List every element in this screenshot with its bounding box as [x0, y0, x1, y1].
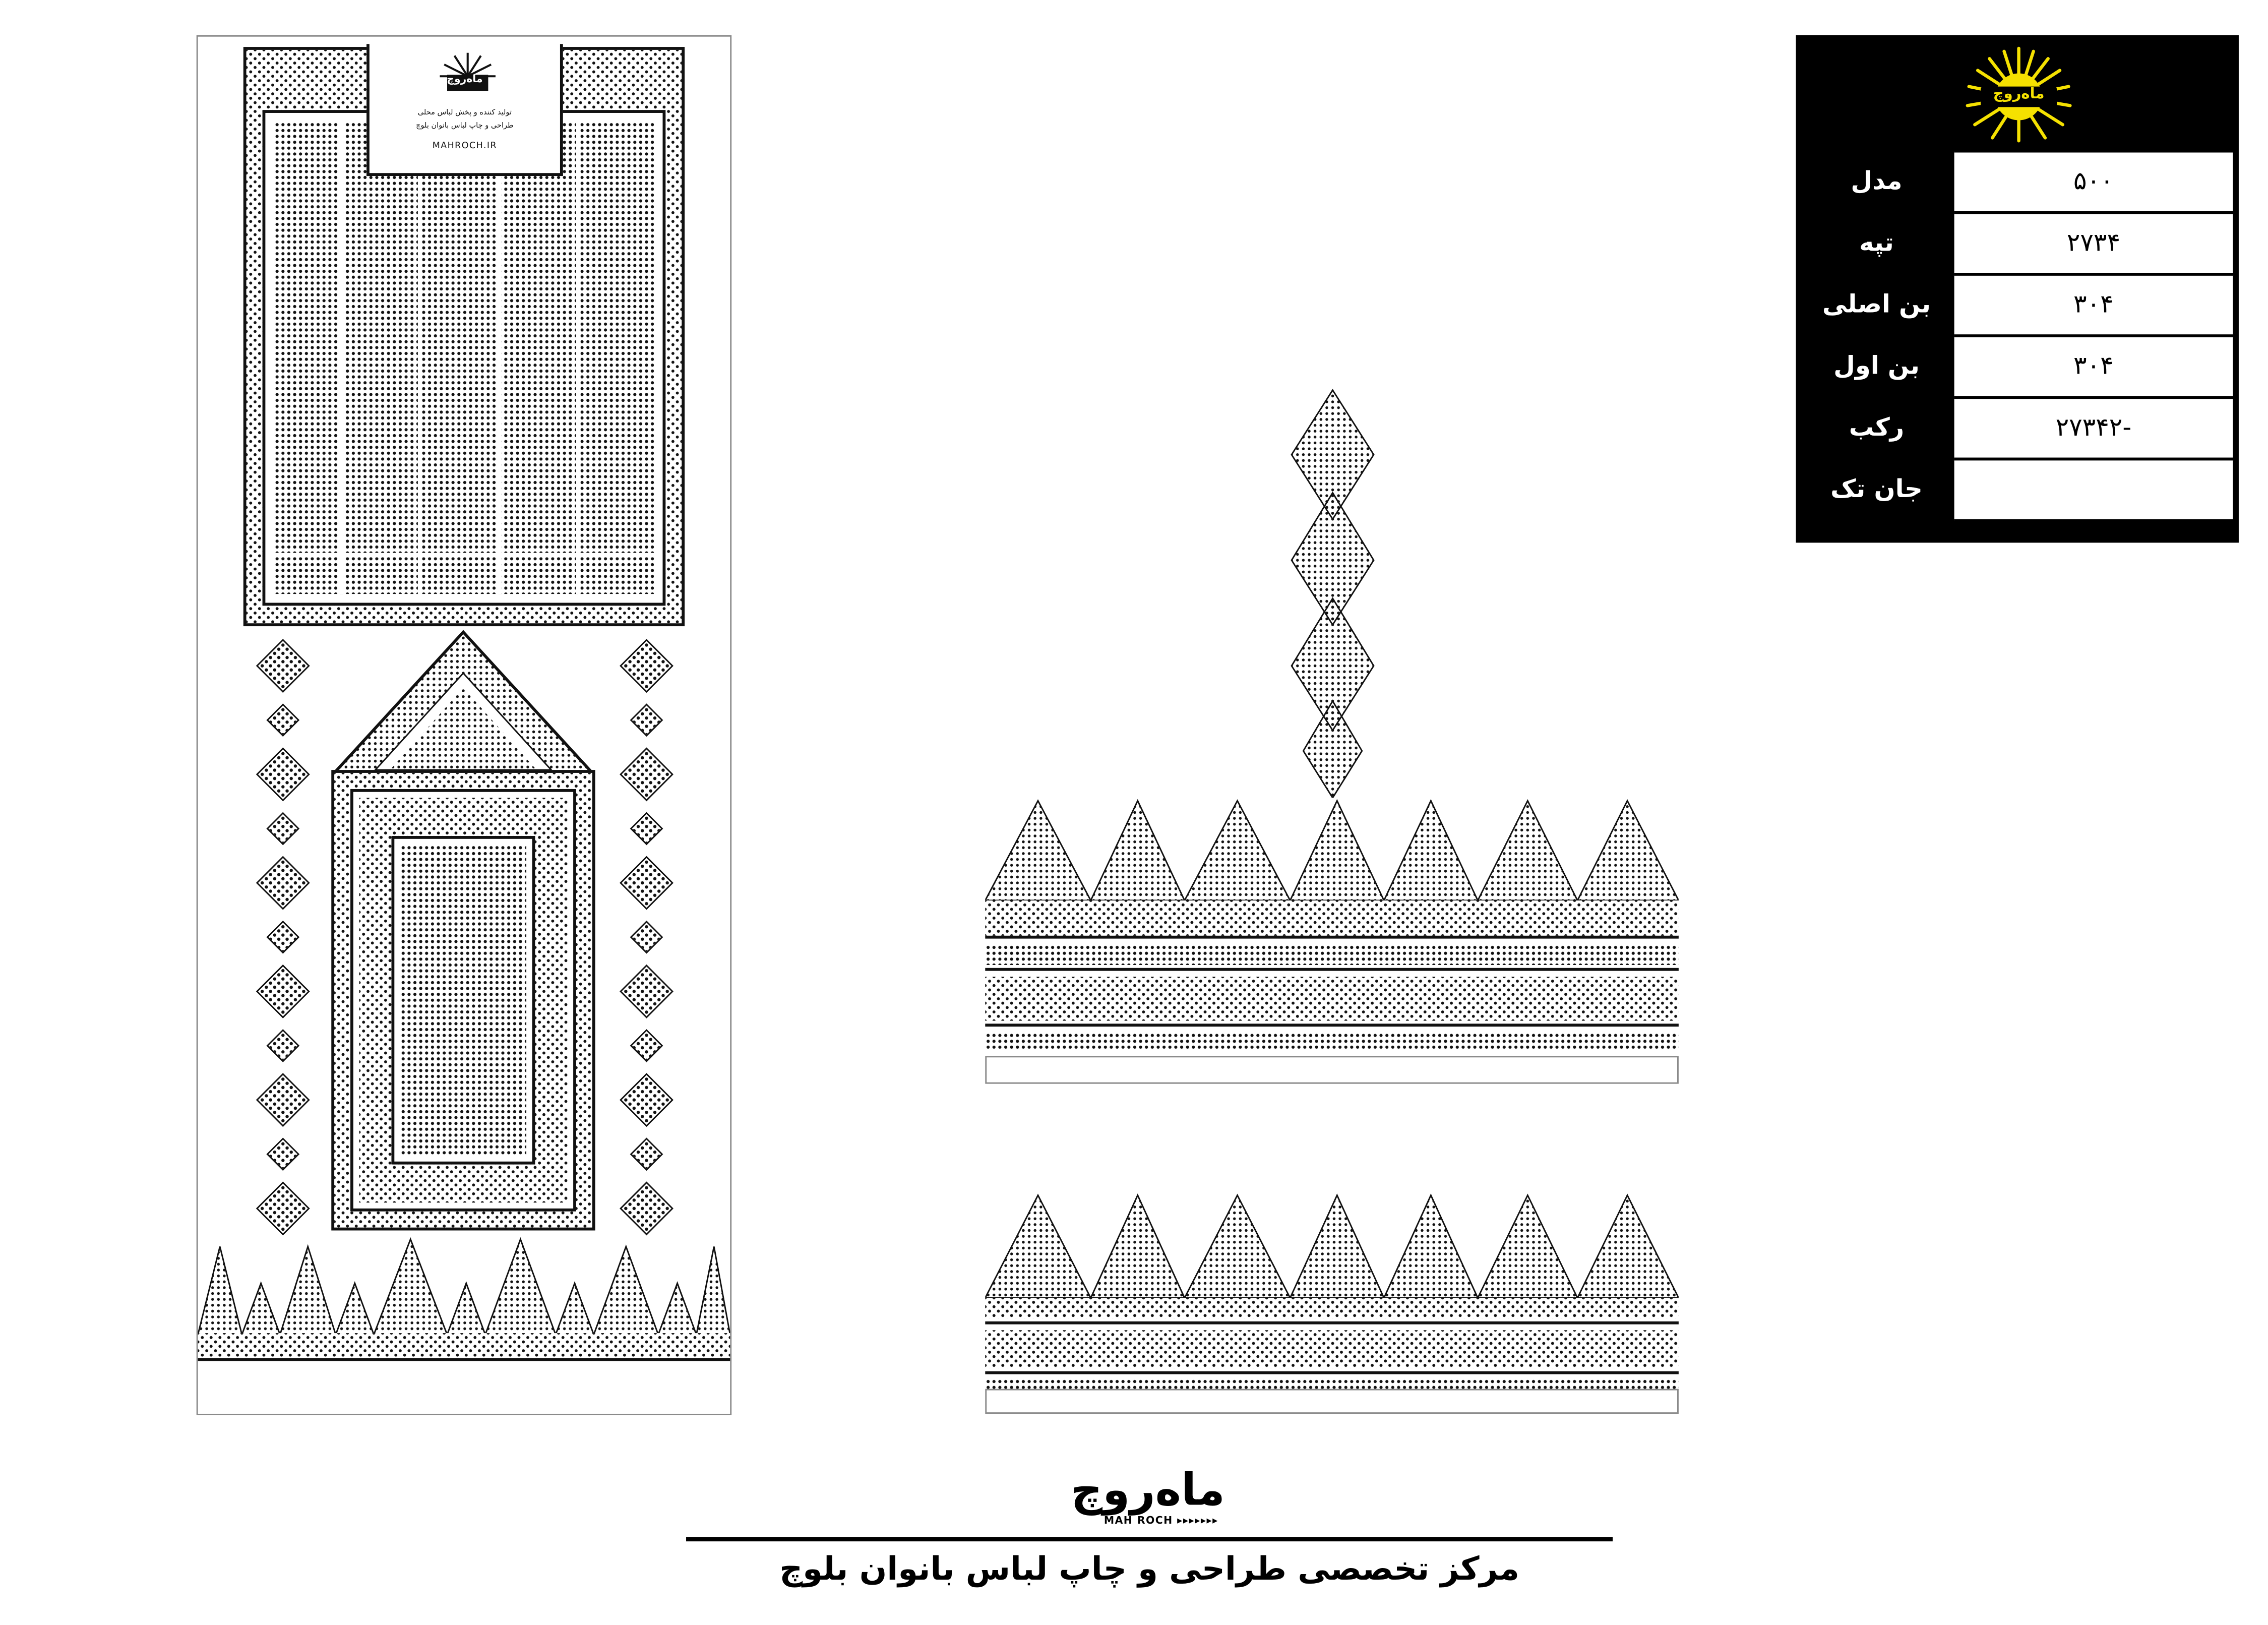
spec-row — [1800, 274, 2234, 336]
neck-opening — [366, 44, 563, 176]
spec-label: مدل — [1800, 151, 1952, 213]
upper-strip-band-1 — [985, 900, 1679, 936]
upper-strip-hem — [985, 1056, 1679, 1084]
garment-label-brand: ماه‌روچ — [447, 73, 483, 85]
spec-row — [1800, 213, 2234, 274]
garment-label-line1: تولید کننده و پخش لباس محلی — [417, 108, 512, 117]
footer-brand-text: ماه‌روچ — [1071, 1465, 1225, 1517]
yoke-column-gap — [497, 122, 502, 594]
lower-strip-band-2 — [985, 1330, 1679, 1368]
lower-strip-rule — [985, 1321, 1679, 1325]
upper-strip-rule — [985, 1024, 1679, 1027]
yoke-column-gap — [418, 122, 422, 594]
spec-row — [1800, 151, 2234, 213]
yoke-column-gap — [576, 122, 581, 594]
upper-strip-peaks — [985, 798, 1679, 900]
sleeve-border-upper — [985, 798, 1679, 1084]
spec-logo — [1799, 38, 2236, 150]
spec-value: ۳۰۴ — [1953, 336, 2234, 397]
spec-row — [1800, 459, 2234, 520]
yoke-bottom-band — [274, 553, 654, 558]
spec-table — [1796, 35, 2239, 543]
spec-label: بن اصلی — [1800, 274, 1952, 336]
lower-strip-band-1 — [985, 1298, 1679, 1318]
upper-strip-band-4 — [985, 1033, 1679, 1050]
footer-rule — [686, 1537, 1613, 1541]
spec-label: جان تک — [1800, 459, 1952, 520]
spec-value: ۲۷۳۴۲- — [1953, 397, 2234, 459]
right-diamond-chain — [602, 635, 690, 1266]
yoke-field — [274, 122, 654, 594]
spec-row — [1800, 397, 2234, 459]
spec-rows — [1799, 150, 2236, 522]
upper-strip-band-3 — [985, 977, 1679, 1020]
footer-brand-logo — [1046, 1467, 1251, 1534]
garment-label-line2: طراحی و چاپ لباس بانوان بلوچ — [416, 122, 514, 131]
garment-panel — [197, 35, 731, 1415]
yoke-column-gap — [339, 122, 343, 594]
spec-value: ۵۰۰ — [1953, 151, 2234, 213]
footer-brand-latin: MAH ROCH ▸▸▸▸▸▸▸ — [1104, 1515, 1218, 1527]
spec-value: ۳۰۴ — [1953, 274, 2234, 336]
hem-band — [198, 1333, 730, 1357]
lower-strip-peaks — [985, 1192, 1679, 1298]
hem-peaks — [198, 1232, 730, 1335]
spec-label: بن اول — [1800, 336, 1952, 397]
upper-strip-band-2 — [985, 944, 1679, 965]
pocket-field — [400, 845, 526, 1156]
footer-tagline: مرکز تخصصی طراحی و چاپ لباس بانوان بلوچ — [779, 1551, 1519, 1589]
upper-strip-rule — [985, 936, 1679, 939]
spec-logo-text: ماه‌روچ — [1993, 86, 2045, 103]
hem-line — [198, 1358, 730, 1361]
lower-strip-rule — [985, 1371, 1679, 1374]
vertical-motif-column — [1289, 387, 1376, 801]
spec-value: ۲۷۳۴ — [1953, 213, 2234, 274]
spec-label: رکب — [1800, 397, 1952, 459]
upper-strip-rule — [985, 968, 1679, 971]
spec-row — [1800, 336, 2234, 397]
spec-value — [1953, 459, 2234, 520]
spec-label: تپه — [1800, 213, 1952, 274]
pocket-gable — [331, 629, 595, 776]
garment-label-site: MAHROCH.IR — [432, 141, 498, 151]
left-diamond-chain — [239, 635, 327, 1266]
lower-strip-hem — [985, 1389, 1679, 1414]
sleeve-border-lower — [985, 1192, 1679, 1414]
